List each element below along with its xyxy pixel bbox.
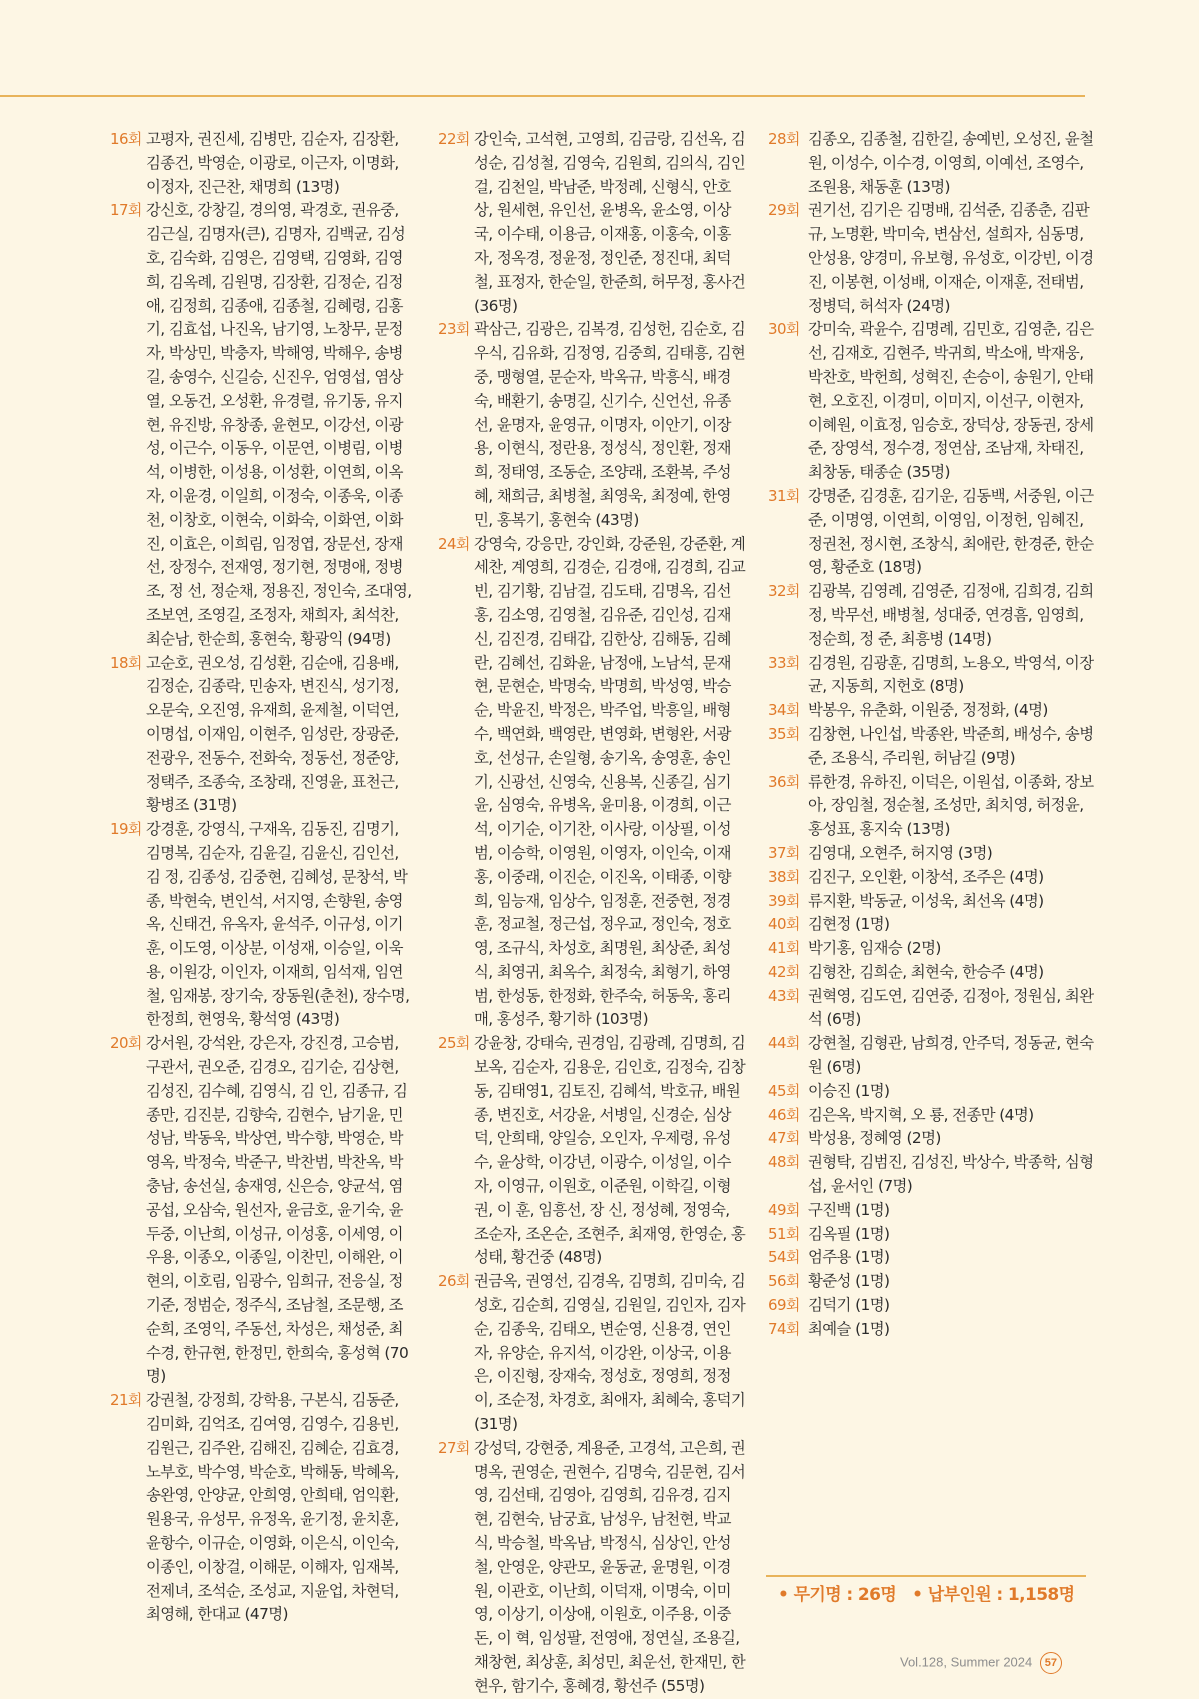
class-label: 23회 (438, 320, 470, 339)
class-label: 45회 (768, 1081, 800, 1100)
class-label: 47회 (768, 1129, 800, 1148)
class-label: 56회 (768, 1272, 800, 1291)
summary-rule (766, 1575, 1086, 1577)
class-label: 24회 (438, 534, 470, 553)
class-label: 33회 (768, 653, 800, 672)
class-entry-24 (438, 533, 748, 1033)
class-label: 17회 (110, 201, 142, 220)
summary-text (778, 1580, 1074, 1605)
class-names: 권형탁, 김범진, 김성진, 박상수, 박종학, 심형섭, 윤서인 (7명) (808, 1153, 1094, 1196)
summary-box (766, 1575, 1086, 1611)
class-label: 40회 (768, 915, 800, 934)
class-entry-43 (768, 985, 1098, 1033)
class-entry-27 (438, 1437, 748, 1699)
page-number: 57 (1040, 1652, 1062, 1674)
total-count: • 납부인원 : 1,158명 (912, 1585, 1075, 1605)
class-label: 26회 (438, 1272, 470, 1291)
class-entry-30 (768, 318, 1098, 485)
class-entry-16 (110, 128, 415, 199)
volume-info: Vol.128, Summer 2024 (900, 1654, 1033, 1670)
class-label: 69회 (768, 1296, 800, 1315)
class-label: 28회 (768, 130, 800, 148)
class-names: 김옥필 (1명) (808, 1224, 890, 1243)
class-entry-23 (438, 318, 748, 532)
class-names: 강미숙, 곽윤수, 김명례, 김민호, 김영춘, 김은선, 김재호, 김현주, 박귀희, 박소애, 박재웅, 박찬호, 박헌희, 성혁진, 손승이, 송원기, 안태현, 오호진, 이경미, 이미지, 이선구, 이현자, 이혜원, 이효정, 임승호, 장덕상, 장동권, 장세준, 장영석, 정수경, 정연삼, 조남재, 차태진, 최창동, 태종순 (35명) (808, 320, 1094, 482)
class-label: 32회 (768, 582, 800, 601)
class-entry-36 (768, 771, 1098, 842)
class-entry-19 (110, 818, 415, 1032)
class-names: 김덕기 (1명) (808, 1296, 890, 1315)
class-label: 19회 (110, 820, 142, 839)
class-label: 36회 (768, 772, 800, 791)
class-names: 김진구, 오인환, 이창석, 조주은 (4명) (808, 867, 1044, 886)
class-label: 46회 (768, 1105, 800, 1124)
class-label: 39회 (768, 891, 800, 910)
class-names: 강서원, 강석완, 강은자, 강진경, 고승범, 구관서, 권오준, 김경오, 김기순, 김상현, 김성진, 김수혜, 김영식, 김 인, 김종규, 김종만, 김진분, 김향숙, 김현수, 남기윤, 민성남, 박동욱, 박상연, 박수향, 박영순, 박영옥, 박정숙, 박준구, 박찬범, 박찬옥, 박충남, 송선실, 송재영, 신은승, 양균석, 염공섭, 오삼숙, 원선자, 윤금호, 윤기숙, 윤두중, 이난희, 이성규, 이성홍, 이세영, 이우용, 이종오, 이종일, 이찬민, 이해완, 이현의, 이호림, 임광수, 임희규, 전응실, 정기준, 정범순, 정주식, 조남철, 조문행, 조순희, 조영익, 주동선, 차성은, 채성준, 최수경, 한규현, 한정민, 한희숙, 홍성혁 (70명) (146, 1034, 409, 1386)
column-2 (438, 128, 748, 1699)
class-label: 30회 (768, 320, 800, 339)
class-entry-18 (110, 652, 415, 819)
class-names: 권기선, 김기은 김명배, 김석준, 김종춘, 김판규, 노명환, 박미숙, 변삼선, 설희자, 심동명, 안성용, 양경미, 유보형, 유성호, 이강빈, 이경진, 이봉현, 이성배, 이재순, 이재훈, 전태범, 정병덕, 허석자 (24명) (808, 201, 1094, 315)
class-label: 18회 (110, 653, 142, 672)
class-names: 구진백 (1명) (808, 1200, 890, 1219)
class-names: 김종오, 김종철, 김한길, 송예빈, 오성진, 윤철원, 이성수, 이수경, 이영희, 이예선, 조영수, 조원용, 채동훈 (13명) (808, 130, 1094, 196)
class-names: 강경훈, 강영식, 구재옥, 김동진, 김명기, 김명복, 김순자, 김윤길, 김윤신, 김인선, 김 정, 김종성, 김중현, 김혜성, 문창석, 박 종, 박현숙, 변인석, 서지영, 손향원, 송영옥, 신태건, 유옥자, 윤석주, 이규성, 이기훈, 이도영, 이상분, 이성재, 이승일, 이욱용, 이원강, 이인자, 이재희, 임석재, 임연철, 임재봉, 장기숙, 장동원(춘천), 장수명, 한정희, 현영욱, 황석영 (43명) (146, 820, 410, 1029)
class-names: 강성덕, 강현중, 계용준, 고경석, 고은희, 권명옥, 권영순, 권현수, 김명숙, 김문현, 김서영, 김선태, 김영아, 김영희, 김유경, 김지현, 김현숙, 남궁효, 남성우, 남천현, 박교식, 박승철, 박옥남, 박정식, 심상인, 안성철, 안영운, 양관모, 윤동균, 윤명원, 이경원, 이관호, 이난희, 이덕재, 이명숙, 이미영, 이상기, 이상애, 이원호, 이주용, 이중돈, 이 혁, 임성팔, 전영애, 정연실, 조용길, 채창현, 최상훈, 최성민, 최운선, 한재민, 한현우, 함기수, 홍혜경, 황선주 (55명) (474, 1438, 746, 1695)
class-entry-39 (768, 890, 1098, 914)
class-label: 51회 (768, 1224, 800, 1243)
class-entry-26 (438, 1270, 748, 1437)
column-3 (768, 128, 1098, 1342)
class-entry-42 (768, 961, 1098, 985)
class-label: 34회 (768, 701, 800, 720)
class-entry-17 (110, 199, 415, 651)
class-entry-21 (110, 1389, 415, 1627)
class-names: 김창현, 나인섭, 박종완, 박준희, 배성수, 송병준, 조용식, 주리원, 허남길 (9명) (808, 724, 1094, 767)
class-names: 김영대, 오현주, 허지영 (3명) (808, 843, 993, 862)
class-names: 최예슬 (1명) (808, 1319, 890, 1338)
class-names: 류한경, 유하진, 이덕은, 이원섭, 이종화, 장보아, 장임철, 정순철, 조성만, 최치영, 허정윤, 홍성표, 홍지숙 (13명) (808, 772, 1094, 839)
class-label: 22회 (438, 130, 470, 148)
class-label: 25회 (438, 1034, 470, 1053)
class-entry-31 (768, 485, 1098, 580)
class-names: 권금옥, 권영선, 김경옥, 김명희, 김미숙, 김성호, 김순희, 김영실, 김원일, 김인자, 김자순, 김종욱, 김태오, 변순영, 신용경, 연인자, 유양순, 유지석, 이강완, 이상국, 이용은, 이진형, 장재숙, 정성호, 정영희, 정정이, 조순정, 차경호, 최애자, 최혜숙, 홍덕기 (31명) (474, 1272, 746, 1434)
top-rule (0, 95, 1085, 97)
class-names: 강권철, 강정희, 강학용, 구본식, 김동준, 김미화, 김억조, 김여영, 김영수, 김용빈, 김원근, 김주완, 김해진, 김혜순, 김효경, 노부호, 박수영, 박순호, 박해동, 박혜옥, 송완영, 안양균, 안희영, 안희태, 엄익환, 원용국, 유성무, 유정옥, 윤기정, 윤치훈, 윤항수, 이규순, 이영화, 이은식, 이인숙, 이종인, 이창걸, 이해문, 이해자, 임재복, 전제녀, 조석순, 조성교, 지윤업, 차현덕, 최영해, 한대교 (47명) (146, 1391, 399, 1624)
class-entry-28 (768, 128, 1098, 199)
page-footer (900, 1652, 1062, 1676)
column-1 (110, 128, 415, 1627)
class-entry-38 (768, 866, 1098, 890)
class-entry-34 (768, 699, 1098, 723)
class-label: 74회 (768, 1319, 800, 1338)
class-entry-44 (768, 1032, 1098, 1080)
class-names: 권혁영, 김도연, 김연중, 김정아, 정원심, 최완석 (6명) (808, 986, 1094, 1029)
class-entry-20 (110, 1032, 415, 1389)
class-entry-45 (768, 1080, 1098, 1104)
class-names: 고평자, 권진세, 김병만, 김순자, 김장환, 김종건, 박영순, 이광로, 이근자, 이명화, 이정자, 진근찬, 채명희 (13명) (146, 130, 399, 196)
class-entry-35 (768, 723, 1098, 771)
class-entry-48 (768, 1151, 1098, 1199)
class-label: 37회 (768, 843, 800, 862)
class-label: 54회 (768, 1248, 800, 1267)
class-label: 35회 (768, 724, 800, 743)
class-label: 48회 (768, 1153, 800, 1172)
class-label: 29회 (768, 201, 800, 220)
class-names: 김광복, 김영례, 김영준, 김정애, 김희경, 김희정, 박무선, 배병철, 성대중, 연경흠, 임영희, 정순희, 정 준, 최흥병 (14명) (808, 582, 1094, 648)
class-names: 박성용, 정혜영 (2명) (808, 1129, 941, 1148)
class-label: 20회 (110, 1034, 142, 1053)
class-entry-47 (768, 1127, 1098, 1151)
class-names: 강현철, 김형관, 남희경, 안주덕, 정동균, 현숙원 (6명) (808, 1034, 1094, 1077)
class-label: 16회 (110, 130, 142, 148)
class-label: 41회 (768, 939, 800, 958)
class-entry-51 (768, 1223, 1098, 1247)
class-names: 황준성 (1명) (808, 1272, 890, 1291)
class-names: 김경원, 김광훈, 김명희, 노용오, 박영석, 이장균, 지동희, 지헌호 (8명) (808, 653, 1094, 696)
class-entry-37 (768, 842, 1098, 866)
class-label: 38회 (768, 867, 800, 886)
class-names: 강인숙, 고석현, 고영희, 김금랑, 김선옥, 김성순, 김성철, 김영숙, 김원희, 김의식, 김인걸, 김천일, 박남준, 박정례, 신형식, 안호상, 원세현, 유인선, 윤병옥, 윤소영, 이상국, 이수태, 이용금, 이재홍, 이홍숙, 이홍자, 정옥경, 정윤정, 정인준, 정진대, 최덕철, 표정자, 한순일, 한준희, 허무정, 홍사건 (36명) (474, 130, 746, 315)
class-entry-49 (768, 1199, 1098, 1223)
class-entry-40 (768, 913, 1098, 937)
class-names: 류지환, 박동균, 이성욱, 최선옥 (4명) (808, 891, 1044, 910)
class-entry-32 (768, 580, 1098, 651)
class-names: 박기홍, 임재승 (2명) (808, 939, 941, 958)
class-names: 김형찬, 김희순, 최현숙, 한승주 (4명) (808, 962, 1044, 981)
class-entry-54 (768, 1246, 1098, 1270)
class-names: 엄주용 (1명) (808, 1248, 890, 1267)
class-names: 이승진 (1명) (808, 1081, 890, 1100)
class-entry-69 (768, 1294, 1098, 1318)
class-label: 49회 (768, 1200, 800, 1219)
class-label: 27회 (438, 1438, 470, 1457)
class-entry-56 (768, 1270, 1098, 1294)
class-names: 김현정 (1명) (808, 915, 890, 934)
class-names: 박봉우, 유춘화, 이원중, 정정화, (4명) (808, 701, 1048, 720)
class-entry-46 (768, 1104, 1098, 1128)
class-label: 31회 (768, 486, 800, 505)
class-entry-74 (768, 1318, 1098, 1342)
class-names: 강신호, 강창길, 경의영, 곽경호, 권유중, 김근실, 김명자(큰), 김명자, 김백균, 김성호, 김숙화, 김영은, 김영택, 김영화, 김영희, 김옥례, 김원명, 김장환, 김정순, 김정애, 김정희, 김종애, 김종철, 김혜령, 김홍기, 김효섭, 나진옥, 남기영, 노창무, 문정자, 박상민, 박충자, 박해영, 박해우, 송병길, 송영수, 신길승, 신진우, 엄영섭, 염상열, 오동건, 오성환, 유경렬, 유기동, 유지현, 유진방, 유창종, 윤현모, 이강선, 이광성, 이근수, 이동우, 이문연, 이병림, 이병석, 이병한, 이성용, 이성환, 이연희, 이옥자, 이윤경, 이일희, 이정숙, 이종욱, 이종천, 이창호, 이현숙, 이화숙, 이화연, 이화진, 이효은, 이희림, 임정엽, 장문선, 장재선, 장정수, 전재영, 정기현, 정명애, 정병조, 정 선, 정순채, 정용진, 정인숙, 조대영, 조보연, 조영길, 조정자, 채희자, 최석찬, 최순남, 한순희, 홍현숙, 황광익 (94명) (146, 201, 412, 648)
class-names: 강윤창, 강태숙, 권경임, 김광례, 김명희, 김보옥, 김순자, 김용운, 김인호, 김정숙, 김창동, 김태영1, 김토진, 김혜석, 박호규, 배원종, 변진호, 서강윤, 서병일, 신경순, 심상덕, 안희태, 양일승, 오인자, 우제령, 유성수, 윤상학, 이강년, 이광수, 이성일, 이수자, 이영규, 이원호, 이준원, 이학길, 이형권, 이 훈, 임흥선, 장 신, 정성혜, 정영숙, 조순자, 조온순, 조현주, 최재영, 한영순, 홍성태, 황건중 (48명) (474, 1034, 746, 1267)
anonymous-count: • 무기명 : 26명 (778, 1585, 897, 1605)
class-entry-25 (438, 1032, 748, 1270)
class-label: 44회 (768, 1034, 800, 1053)
class-names: 김은옥, 박지혁, 오 룡, 전종만 (4명) (808, 1105, 1034, 1124)
class-names: 고순호, 권오성, 김성환, 김순애, 김용배, 김정순, 김종락, 민송자, 변진식, 성기정, 오문숙, 오진영, 유재희, 윤제철, 이덕연, 이명섭, 이재임, 이현주, 임성란, 장광준, 전광우, 전동수, 전화숙, 정동선, 정준양, 정택주, 조종숙, 조창래, 진영윤, 표천근, 황병조 (31명) (146, 653, 399, 815)
class-names: 강명준, 김경훈, 김기운, 김동백, 서중원, 이근준, 이명영, 이연희, 이영임, 이정헌, 임혜진, 정권천, 정시현, 조창식, 최애란, 한경준, 한순영, 황준호 (18명) (808, 486, 1094, 577)
class-entry-22 (438, 128, 748, 318)
class-label: 43회 (768, 986, 800, 1005)
class-label: 42회 (768, 962, 800, 981)
class-label: 21회 (110, 1391, 142, 1410)
class-entry-29 (768, 199, 1098, 318)
class-entry-41 (768, 937, 1098, 961)
class-names: 곽삼근, 김광은, 김복경, 김성헌, 김순호, 김우식, 김유화, 김정영, 김중희, 김태흥, 김현중, 맹형열, 문순자, 박옥규, 박흥식, 배경숙, 배환기, 송명길, 신기수, 신언선, 유종선, 윤명자, 윤영규, 이명자, 이안기, 이장용, 이현식, 정란용, 정성식, 정인환, 정재희, 정태영, 조동순, 조양래, 조환복, 주성혜, 채희금, 최병철, 최영욱, 최정예, 한영민, 홍복기, 홍현숙 (43명) (474, 320, 746, 529)
class-entry-33 (768, 652, 1098, 700)
class-names: 강영숙, 강응만, 강인화, 강준원, 강준환, 계세찬, 계영희, 김경순, 김경애, 김경희, 김교빈, 김기황, 김남걸, 김도태, 김명옥, 김선홍, 김소영, 김영철, 김유준, 김인성, 김재신, 김진경, 김태갑, 김한상, 김해동, 김혜란, 김혜선, 김화윤, 남정애, 노남석, 문재현, 문현순, 박명숙, 박명희, 박성영, 박승순, 박윤진, 박정은, 박주업, 박흥일, 배형수, 백연화, 백영란, 변영화, 변형완, 서광호, 선성규, 손일형, 송기옥, 송영훈, 송인기, 신광선, 신영숙, 신용복, 신종길, 심기윤, 심영숙, 유병옥, 윤미용, 이경희, 이근석, 이기순, 이기찬, 이사랑, 이상필, 이성범, 이승학, 이영원, 이영자, 이인숙, 이재홍, 이중래, 이진순, 이진옥, 이태종, 이향희, 임능재, 임상수, 임정훈, 전중현, 정경훈, 정교철, 정근섭, 정우교, 정인숙, 정호영, 조규식, 차성호, 최명원, 최상준, 최성식, 최영귀, 최옥수, 최정숙, 최형기, 하영범, 한성동, 한정화, 한주숙, 허동욱, 홍리매, 홍성주, 황기하 (103명) (474, 534, 746, 1029)
